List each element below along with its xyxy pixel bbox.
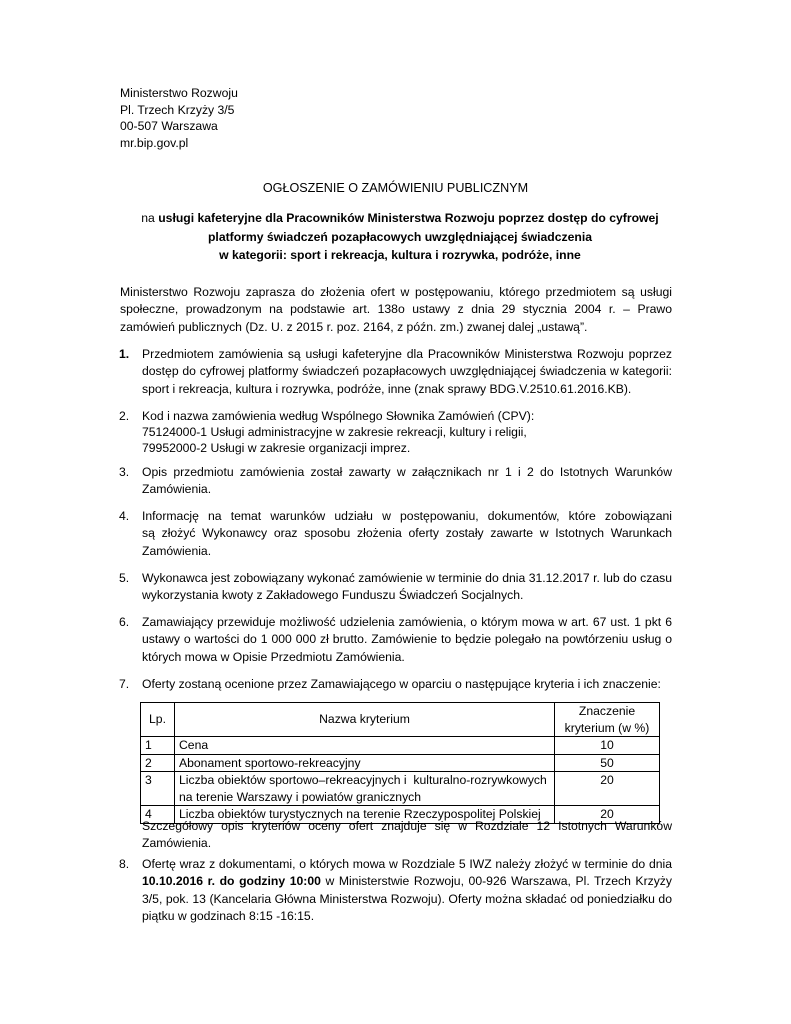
subtitle-text: platformy świadczeń pozapłacowych uwzględniającej świadczenia (207, 229, 593, 244)
item-number: 1. (119, 347, 130, 361)
cell-name-line: Liczba obiektów sportowo–rekreacyjnych i kulturalno-rozrywkowych (179, 773, 547, 787)
document-title: OGŁOSZENIE O ZAMÓWIENIU PUBLICZNYM (262, 181, 529, 195)
note-line: Szczegółowy opis kryteriów oceny ofert znajduje się w Rozdziale 12 Istotnych Warunków (142, 819, 672, 833)
address-line: 00-507 Warszawa (120, 119, 218, 133)
item-line-rest: w Ministerstwie Rozwoju, 00-926 Warszawa, Pl. Trzech Krzyży (320, 874, 672, 889)
item-line: dostęp do cyfrowej platformy świadczeń pozapłacowych uwzględniającej świadczenia w kategorii: (142, 364, 672, 379)
item-body (142, 464, 672, 499)
document-subtitle (110, 209, 690, 265)
item-number: 6. (119, 615, 130, 629)
subtitle-line (110, 246, 690, 265)
cell-lp: 2 (141, 754, 175, 772)
item-line: wykorzystania kwoty z Zakładowego Funduszu Świadczeń Socjalnych. (142, 588, 524, 603)
criteria-note (142, 818, 672, 853)
subtitle-text: usługi kafeteryjne dla Pracowników Ministerstwa Rozwoju poprzez dostęp do cyfrowej (158, 211, 659, 225)
header-name: Nazwa kryterium (175, 703, 555, 737)
item-line: których mowa w Opisie Przedmiotu Zamówienia. (142, 649, 405, 664)
cell-name-line: na terenie Warszawy i powiatów granicznych (179, 789, 422, 804)
item-number: 5. (119, 571, 130, 585)
item-body (142, 346, 672, 398)
item-line: są złożyć Wykonawcy oraz sposobu złożenia oferty zostały zawarte w Istotnych Warunkach (142, 526, 672, 541)
address-block (120, 85, 420, 151)
cell-name: Cena (175, 737, 555, 755)
item-line: Zamówienia. (142, 543, 212, 558)
item-line: Wykonawca jest zobowiązany wykonać zamówienie w terminie do dnia 31.12.2017 r. lub do czasu (142, 571, 672, 585)
table-row (141, 754, 660, 772)
item-number: 2. (119, 409, 130, 423)
item-line: Zamówienia. (142, 482, 212, 497)
cell-weight: 20 (555, 772, 660, 806)
address-line: Pl. Trzech Krzyży 3/5 (120, 102, 235, 117)
item-number: 8. (119, 857, 130, 871)
item-line: Informację na temat warunków udziału w postępowaniu, dokumentów, które zobowiązani (142, 509, 672, 523)
item-line: Przedmiotem zamówienia są usługi kafeteryjne dla Pracowników Ministerstwa Rozwoju poprzez (142, 347, 672, 361)
item-line: piątku w godzinach 8:15 -16:15. (142, 908, 315, 923)
intro-line: zamówień publicznych (Dz. U. z 2015 r. poz. 2164, z późn. zm.) zwanej dalej „ustawą”. (120, 319, 588, 334)
item-body (142, 570, 672, 605)
header-weight (555, 703, 660, 737)
item-line: 3/5, pok. 13 (Kancelaria Główna Ministerstwa Rozwoju). Oferty można składać od poniedziałku do (142, 891, 672, 906)
subtitle-prefix: na (141, 211, 159, 225)
item-body (142, 408, 672, 456)
subtitle-text: w kategorii: sport i rekreacja, kultura i rozrywka, podróże, inne (219, 248, 581, 262)
item-number: 7. (119, 677, 130, 691)
cell-lp: 3 (141, 772, 175, 806)
header-weight-line: kryterium (w %) (564, 720, 650, 735)
item-line: Oferty zostaną ocenione przez Zamawiającego w oparciu o następujące kryteria i ich znaczenie: (142, 677, 661, 691)
table-header-row (141, 703, 660, 737)
subtitle-line (110, 209, 690, 228)
item-line: sport i rekreacja, kultura i rozrywka, podróże, inne (znak sprawy BDG.V.2510.61.2016.KB). (142, 381, 632, 396)
item-line: Ofertę wraz z dokumentami, o których mowa w Rozdziale 5 IWZ należy złożyć w terminie do dnia (142, 857, 672, 871)
item-line: Zamawiający przewiduje możliwość udzielenia zamówienia, o którym mowa w art. 67 ust. 1 pkt 6 (142, 615, 672, 629)
cell-name: Abonament sportowo-rekreacyjny (175, 754, 555, 772)
item-line (142, 873, 672, 890)
item-number: 3. (119, 465, 130, 479)
item-line: Kod i nazwa zamówienia według Wspólnego Słownika Zamówień (CPV): (142, 409, 535, 423)
item-line: ustawy o wartości do 1 000 000 zł brutto. Zamówienie to będzie polegało na powtórzeniu usług o (142, 632, 672, 647)
intro-paragraph (120, 284, 672, 336)
header-weight-line: Znaczenie (578, 704, 636, 718)
cell-lp: 4 (141, 806, 175, 824)
criteria-table (140, 702, 660, 824)
address-line: Ministerstwo Rozwoju (120, 86, 238, 100)
cell-weight: 10 (555, 737, 660, 755)
cell-weight: 50 (555, 754, 660, 772)
deadline-text: 10.10.2016 r. do godziny 10:00 (142, 874, 321, 889)
table-row (141, 737, 660, 755)
item-body (142, 508, 672, 560)
intro-line: Ministerstwo Rozwoju zaprasza do złożenia ofert w postępowaniu, którego przedmiotem są usługi (120, 285, 672, 299)
item-number: 4. (119, 509, 130, 523)
item-line: 75124000-1 Usługi administracyjne w zakresie rekreacji, kultury i religii, (142, 425, 527, 439)
item-line: 79952000-2 Usługi w zakresie organizacji imprez. (142, 441, 411, 455)
cell-name: Liczba obiektów turystycznych na terenie Rzeczypospolitej Polskiej (175, 806, 555, 824)
item-line: Opis przedmiotu zamówienia został zawarty w załącznikach nr 1 i 2 do Istotnych Warunków (142, 465, 672, 479)
item-body (142, 614, 672, 666)
intro-line: społeczne, prowadzonym na podstawie art. 138o ustawy z dnia 29 stycznia 2004 r. – Prawo (120, 302, 672, 317)
header-lp: Lp. (141, 703, 175, 737)
cell-lp: 1 (141, 737, 175, 755)
table-row (141, 772, 660, 806)
cell-name (175, 772, 555, 806)
subtitle-line (110, 228, 690, 247)
note-line: Zamówienia. (142, 836, 212, 851)
item-body (142, 856, 672, 925)
item-body (142, 676, 672, 693)
cell-weight: 20 (555, 806, 660, 824)
address-line: mr.bip.gov.pl (120, 135, 189, 150)
